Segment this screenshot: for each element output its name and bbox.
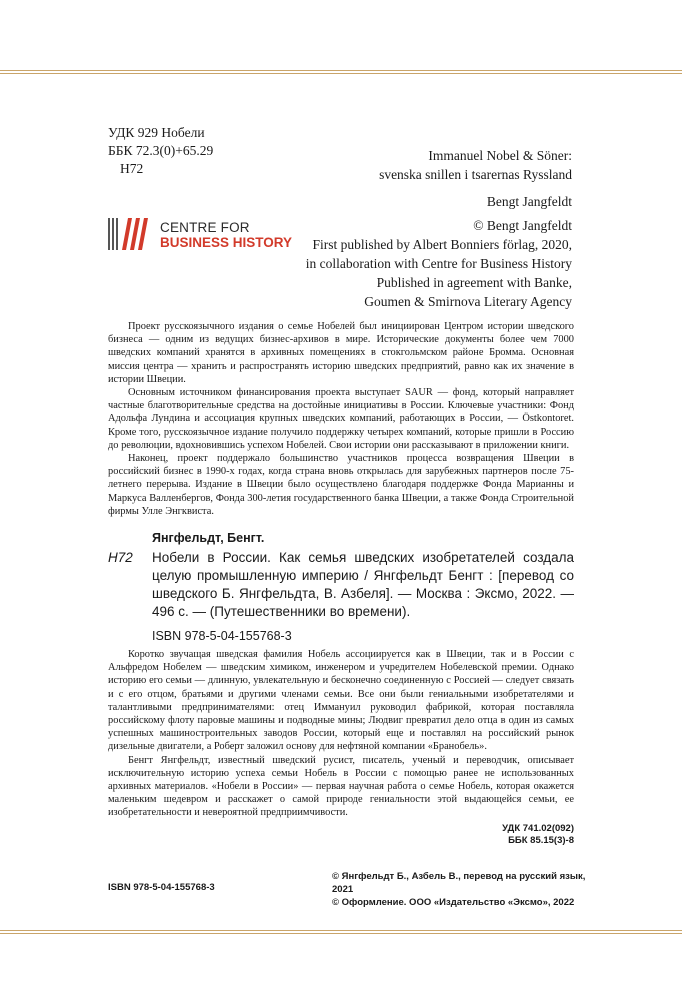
- record-isbn: ISBN 978-5-04-155768-3: [152, 629, 292, 643]
- bbk-bottom: ББК 85.15(3)-8: [508, 835, 574, 846]
- top-decorative-rule: [0, 70, 682, 74]
- author-mark: Н72: [120, 161, 144, 176]
- copyright-line: Goumen & Smirnova Literary Agency: [364, 294, 572, 309]
- book-annotation: [108, 648, 574, 820]
- udk-code: УДК 929 Нобели: [108, 125, 205, 140]
- annotation-paragraph: Бенгт Янгфельдт, известный шведский русист, писатель, ученый и переводчик, описывает исключительную историю успеха семьи Нобель в России с помощью ранее не использованных архивных материалов. «Нобели в России» — первая научная работа о семье Нобель, которая окажется маленьким шедевром и расскажет о самой природе гениальности этой выдающейся семьи, ее изобретательности и невероятной предприимчивости.: [108, 754, 574, 819]
- isbn-bottom: ISBN 978-5-04-155768-3: [108, 882, 215, 893]
- intro-paragraph: Наконец, проект поддержало большинство участников процесса возвращения Швеции в российский бизнес в 1990-х годах, когда страна вновь открылась для зарубежных партнеров после 75-летнего перерыва. Издание в Швеции было осуществлено благодаря поддержке Фонда Марианны и Маркуса Валленбергов, Фонда 300-летия государственного банка Швеции, а также Фонда Строительной фирмы Улле Энгквиста.: [108, 453, 574, 517]
- record-code: Н72: [108, 550, 133, 565]
- udk-bottom: УДК 741.02(092): [502, 823, 574, 834]
- copyright-line: First published by Albert Bonniers förlag, 2020,: [312, 237, 572, 252]
- centre-for-business-history-logo: [108, 218, 308, 252]
- copyright-line: in collaboration with Centre for Business History: [305, 256, 572, 271]
- intro-paragraph: Проект русскоязычного издания о семье Нобелей был инициирован Центром истории шведского бизнеса — одним из ведущих бизнес-архивов в мире. Исторические документы более чем 7000 шведских компаний хранятся в архивных помещениях в стокгольмском районе Бромма. Основная миссия центра — хранить и распространять историю шведских предприятий, равно как их значение в истории Швеции.: [108, 321, 574, 385]
- classification-bottom: [420, 823, 574, 847]
- russian-copyrights: [332, 870, 592, 909]
- logo-bars-icon: [108, 218, 154, 250]
- bbk-code: ББК 72.3(0)+65.29: [108, 143, 214, 158]
- copyright-line: Published in agreement with Banke,: [376, 275, 572, 290]
- copyright-line: © Bengt Jangfeldt: [473, 218, 572, 233]
- original-author: Bengt Jangfeldt: [486, 194, 572, 209]
- intro-paragraph: Основным источником финансирования проекта выступает SAUR — фонд, который направляет частные благотворительные средства на достойные инициативы в России. Ключевые участники: Фонд Адольфа Лундина и ассоциация крупных шведских компаний, работающих в России, — Östkontoret. Кроме того, русскоязычное издание получило поддержку четырех компаний, которые пришли в Россию до революции, вдохновившись успехом Нобелей. Свои истории они рассказывают в приложении книги.: [108, 387, 574, 451]
- bottom-decorative-rule: [0, 930, 682, 934]
- bibliographic-description: Нобели в России. Как семья шведских изобретателей создала целую промышленную империю / Янгфельдт Бенгт : [перевод со шведского Б. Янгфельдта, В. Азбеля]. — Москва : Эксмо, 2022. — 496 с. — (Путешественники во времени).: [152, 550, 574, 619]
- original-copyright-block: [272, 216, 572, 311]
- original-title-line2: svenska snillen i tsarernas Ryssland: [379, 167, 572, 182]
- original-edition-title: [272, 146, 572, 211]
- classification-codes: [108, 124, 213, 178]
- record-author-heading: Янгфельдт, Бенгт.: [152, 531, 265, 545]
- annotation-paragraph: Коротко звучащая шведская фамилия Нобель ассоциируется как в Швеции, так и в России с Альфредом Нобелем — шведским химиком, инженером и учредителем Нобелевской премии. Однако историю его семьи — длинную, увлекательную и бесконечно соединенную с Россией — следует связать и с его отцом, братьями и другими членами семьи. Все они были гениальными изобретателями и талантливыми предпринимателями: отец Иммануил руководил фабрикой, которая поставляла российскому флоту паровые машины и подводные мины; Людвиг превратил дело отца в один из самых успешных машиностроительных заводов России, который еще и поставлял на российский рынок дизельные двигатели, а Роберт заложил основу для нефтяной компании «Бранобель».: [108, 649, 574, 753]
- logo-text-line1: CENTRE FOR: [160, 220, 250, 235]
- project-intro: [108, 320, 574, 518]
- ru-copyright-line: © Янгфельдт Б., Азбель В., перевод на русский язык, 2021: [332, 871, 586, 895]
- ru-copyright-line: © Оформление. ООО «Издательство «Эксмо», 2022: [332, 897, 575, 908]
- original-title-line1: Immanuel Nobel & Söner:: [428, 148, 572, 163]
- logo-text-line2: BUSINESS HISTORY: [160, 235, 293, 250]
